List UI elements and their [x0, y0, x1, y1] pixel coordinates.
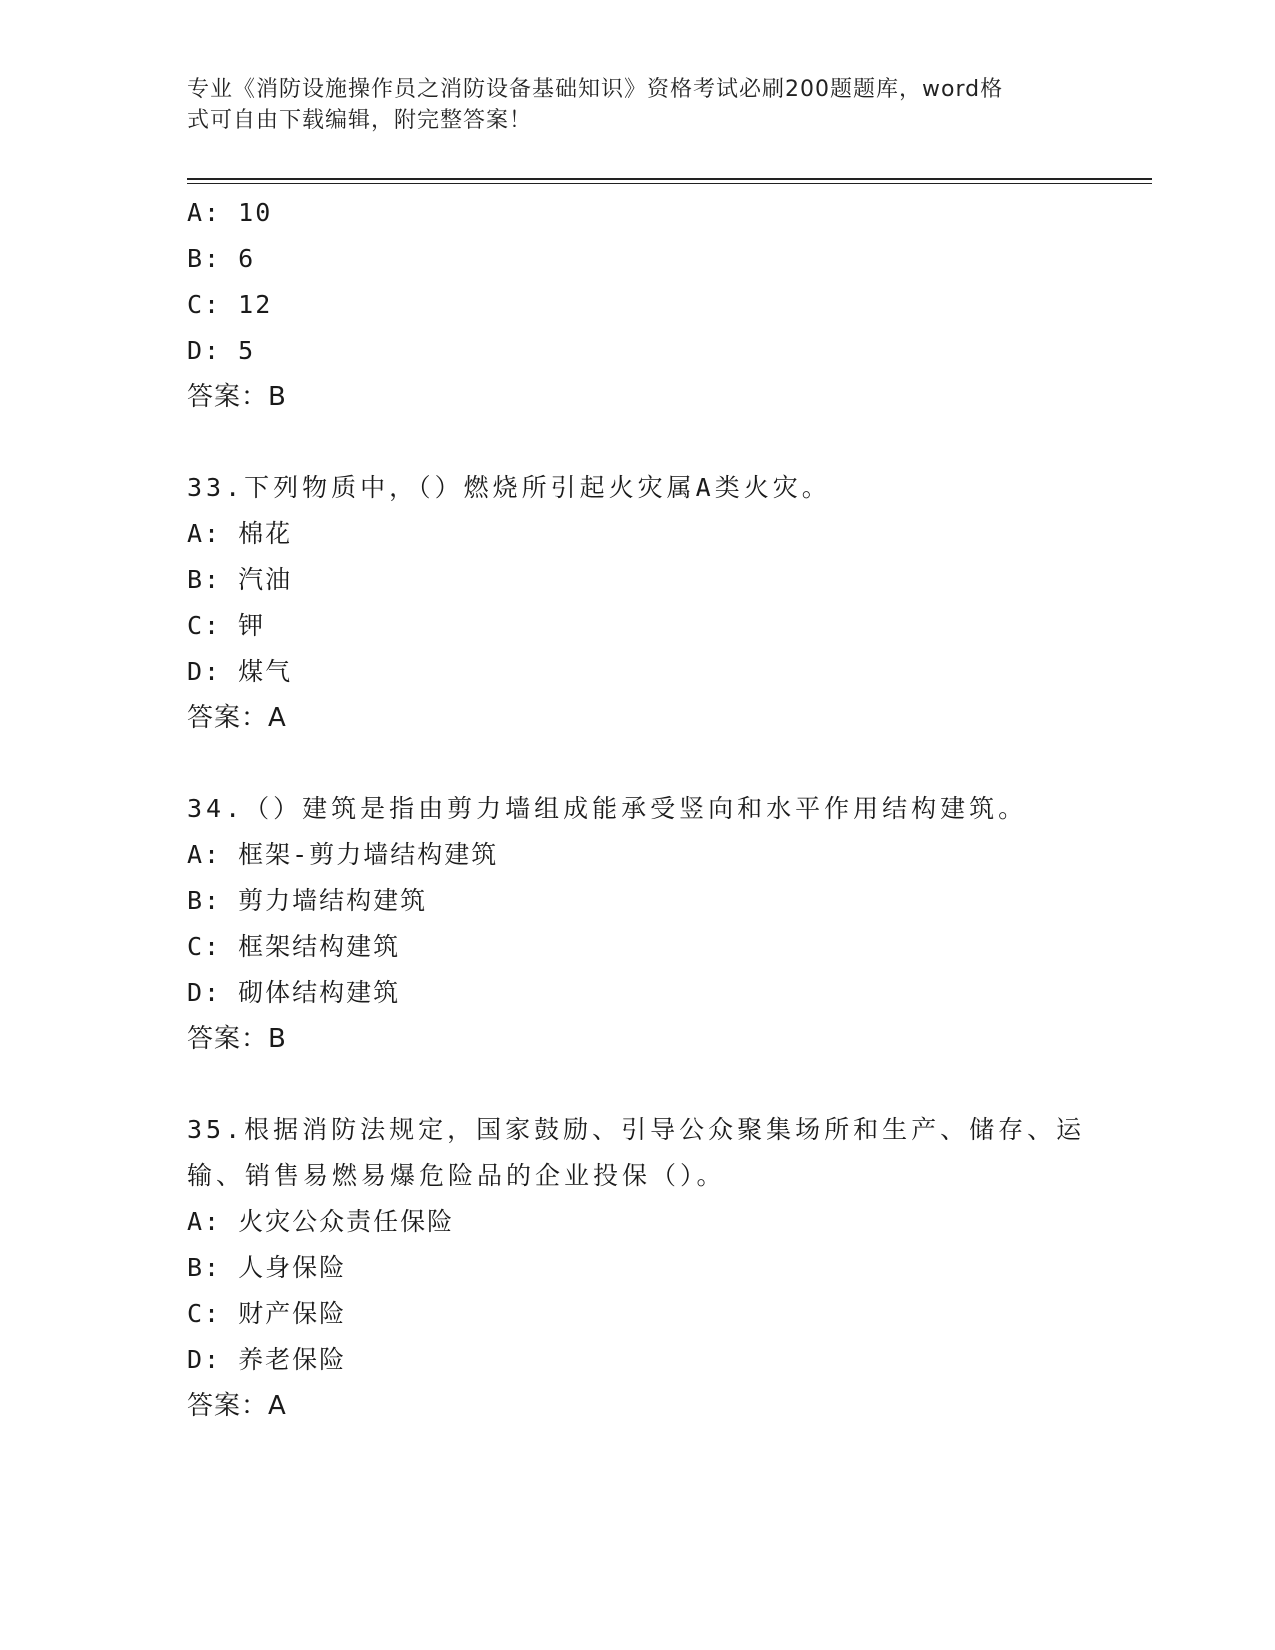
option-b: B: 剪力墙结构建筑 — [187, 886, 428, 915]
option-d: D: 养老保险 — [187, 1345, 347, 1374]
option-d: D: 砌体结构建筑 — [187, 978, 401, 1007]
spacer — [187, 420, 1087, 465]
option-b: B: 汽油 — [187, 565, 293, 594]
question-block — [187, 1107, 1087, 1429]
header-divider — [187, 178, 1152, 184]
option-a: A: 火灾公众责任保险 — [187, 1207, 455, 1236]
answer-line: 答案：B — [187, 1024, 287, 1054]
question-stem-line-2: 输、销售易燃易爆危险品的企业投保（）。 — [187, 1161, 726, 1190]
question-block — [187, 465, 1087, 741]
question-block — [187, 786, 1087, 1062]
option-c: C: 12 — [187, 290, 273, 319]
header-title-line-2: 式可自由下载编辑，附完整答案！ — [187, 108, 533, 133]
header-title-line-1: 专业《消防设施操作员之消防设备基础知识》资格考试必刷200题题库，word格 — [187, 77, 1004, 102]
question-stem-line-1: 35.根据消防法规定，国家鼓励、引导公众聚集场所和生产、储存、运 — [187, 1115, 1086, 1144]
option-b: B: 6 — [187, 244, 256, 273]
spacer — [187, 1062, 1087, 1107]
question-stem: 34.（）建筑是指由剪力墙组成能承受竖向和水平作用结构建筑。 — [187, 794, 1028, 823]
option-a: A: 框架-剪力墙结构建筑 — [187, 840, 499, 869]
option-c: C: 框架结构建筑 — [187, 932, 401, 961]
answer-line: 答案：A — [187, 1391, 287, 1421]
question-stem: 33.下列物质中，（）燃烧所引起火灾属A类火灾。 — [187, 473, 831, 502]
document-header — [187, 74, 1067, 136]
option-a: A: 10 — [187, 198, 273, 227]
question-list — [187, 190, 1087, 1429]
answer-line: 答案：A — [187, 703, 287, 733]
option-c: C: 钾 — [187, 611, 266, 640]
answer-line: 答案：B — [187, 382, 287, 412]
option-d: D: 煤气 — [187, 657, 293, 686]
option-d: D: 5 — [187, 336, 256, 365]
option-a: A: 棉花 — [187, 519, 293, 548]
spacer — [187, 741, 1087, 786]
question-block — [187, 190, 1087, 420]
option-c: C: 财产保险 — [187, 1299, 347, 1328]
option-b: B: 人身保险 — [187, 1253, 347, 1282]
